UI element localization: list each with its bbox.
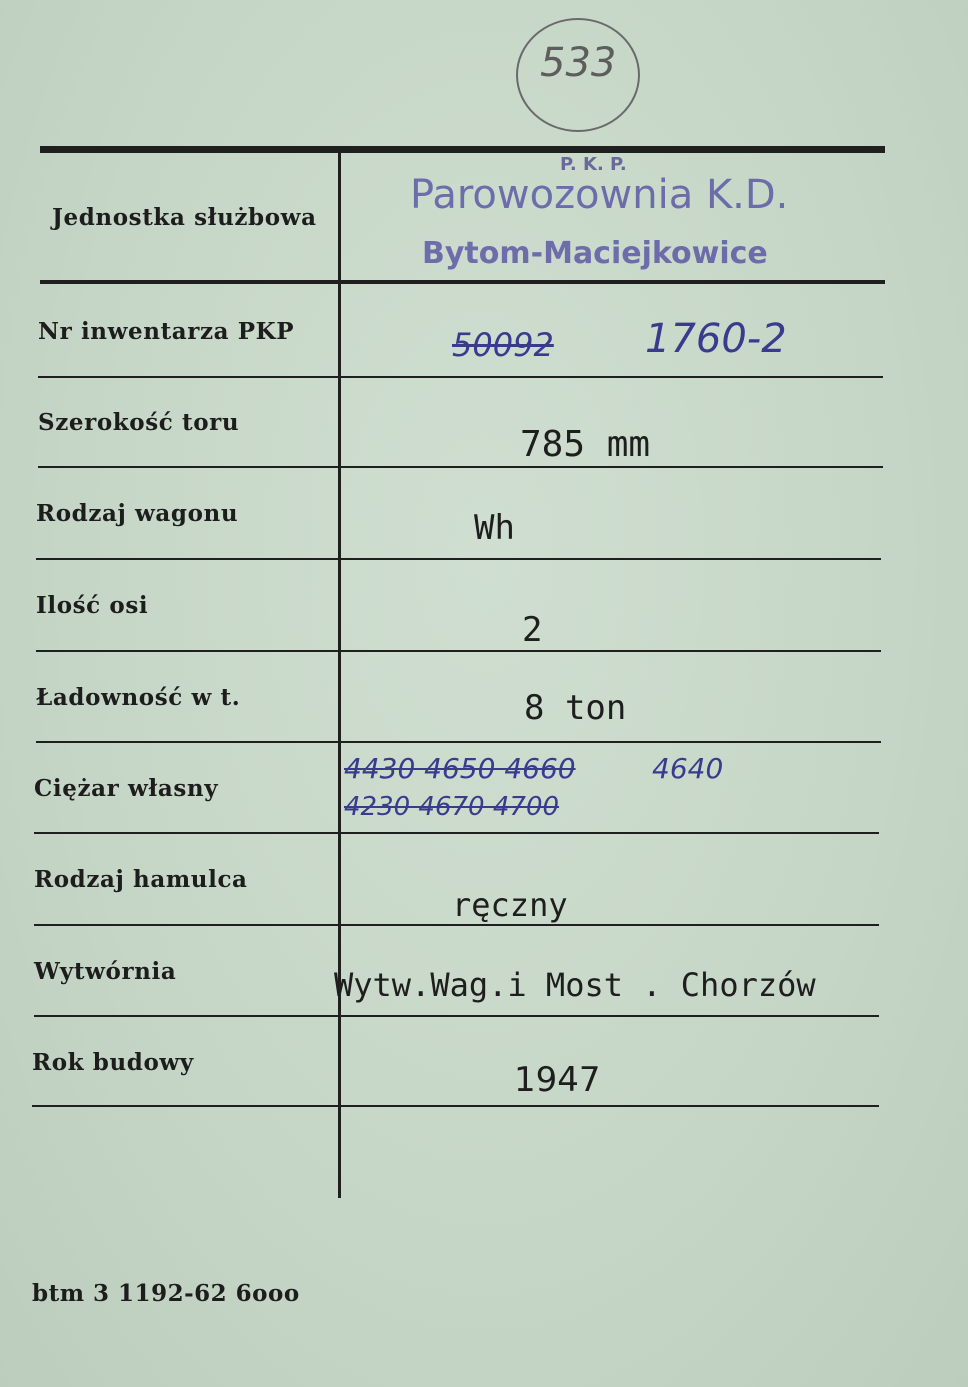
row-rule bbox=[38, 466, 883, 468]
wagon-type-value: Wh bbox=[474, 508, 515, 548]
circled-number bbox=[516, 18, 640, 132]
inventory-number: 1760-2 bbox=[645, 316, 787, 362]
capacity-value: 8 ton bbox=[524, 688, 627, 728]
row-rule bbox=[40, 280, 885, 284]
top-rule bbox=[40, 146, 885, 153]
own-weight-old-1: 4430 4650 4660 bbox=[344, 752, 576, 785]
own-weight-value: 4640 bbox=[652, 752, 724, 785]
old-inventory-number: 50092 bbox=[452, 326, 554, 364]
brake-type-value: ręczny bbox=[452, 886, 568, 924]
manufacturer-value: Wytw.Wag.i Most . Chorzów bbox=[334, 966, 816, 1004]
track-gauge-value: 785 mm bbox=[520, 424, 651, 465]
row-rule bbox=[32, 1105, 879, 1107]
row-rule bbox=[38, 376, 883, 378]
label-own-weight: Ciężar własny bbox=[34, 775, 219, 802]
own-weight-old-2: 4230 4670 4700 bbox=[344, 792, 560, 822]
row-rule bbox=[36, 741, 881, 743]
build-year-value: 1947 bbox=[514, 1060, 601, 1100]
stamp-line1: Parowozownia K.D. bbox=[410, 172, 789, 218]
row-rule bbox=[34, 832, 879, 834]
axles-value: 2 bbox=[522, 610, 543, 650]
circled-number-text: 533 bbox=[540, 40, 617, 86]
column-divider bbox=[338, 153, 341, 1198]
row-rule bbox=[36, 558, 881, 560]
label-brake-type: Rodzaj hamulca bbox=[34, 866, 248, 893]
label-wagon-type: Rodzaj wagonu bbox=[36, 500, 239, 527]
label-unit: Jednostka służbowa bbox=[52, 204, 317, 231]
label-track-gauge: Szerokość toru bbox=[38, 409, 240, 436]
print-footer: btm 3 1192-62 6ooo bbox=[32, 1280, 300, 1307]
label-build-year: Rok budowy bbox=[32, 1049, 194, 1076]
label-inventory-number: Nr inwentarza PKP bbox=[38, 318, 295, 345]
row-rule bbox=[34, 1015, 879, 1017]
row-rule bbox=[36, 650, 881, 652]
row-rule bbox=[34, 924, 879, 926]
stamp-line2: Bytom-Maciejkowice bbox=[422, 236, 768, 271]
label-capacity: Ładowność w t. bbox=[36, 684, 241, 711]
stamp-pkp: P. K. P. bbox=[560, 154, 627, 175]
label-axles: Ilość osi bbox=[36, 592, 149, 619]
label-manufacturer: Wytwórnia bbox=[34, 958, 177, 985]
